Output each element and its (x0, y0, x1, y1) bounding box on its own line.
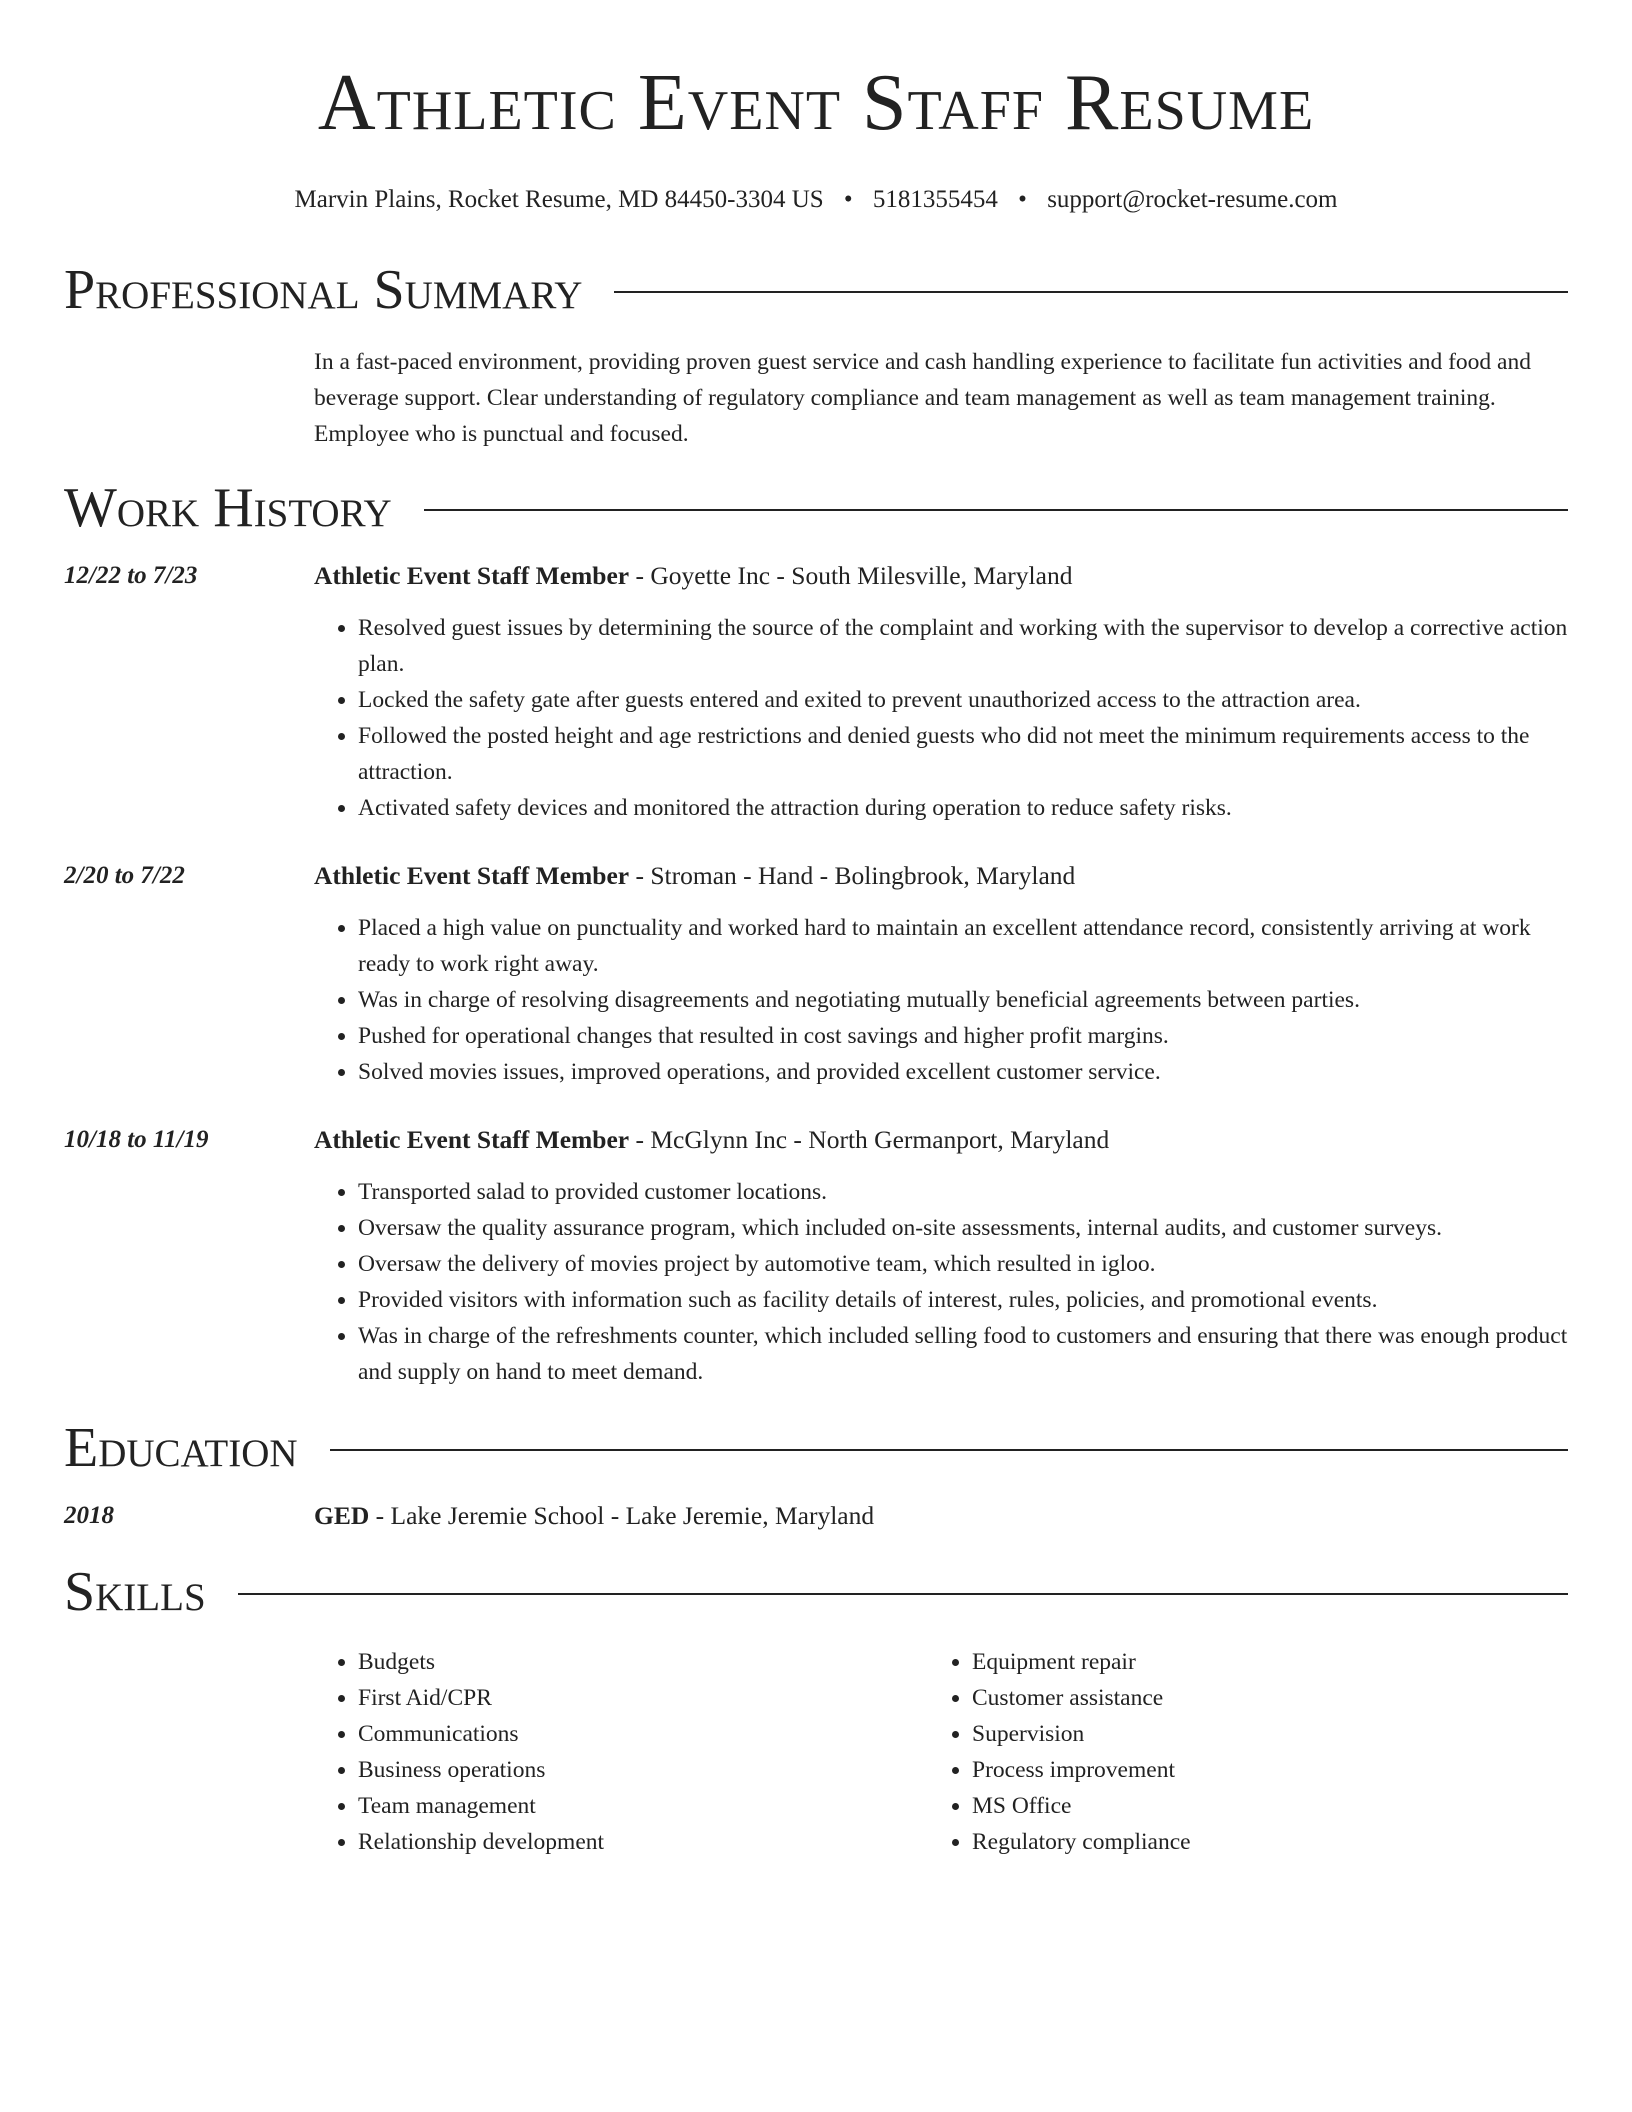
job-heading (314, 858, 1568, 894)
list-item: • Resolved guest issues by determining the source of the complaint and working with the supervisor to develop a corrective action plan. (358, 610, 1568, 682)
list-item: • Oversaw the quality assurance program, which included on-site assessments, internal audits, and customer surveys. (358, 1210, 1568, 1246)
section-heading: Professional Summary (64, 259, 583, 321)
education-body (314, 1498, 1568, 1534)
skill-item: • Process improvement (972, 1752, 1542, 1788)
contact-phone: 5181355454 (872, 186, 998, 213)
list-item: • Oversaw the delivery of movies project by automotive team, which resulted in igloo. (358, 1246, 1568, 1282)
job-body (314, 558, 1568, 826)
list-item: • Solved movies issues, improved operations, and provided excellent customer service. (358, 1054, 1568, 1090)
summary-section-header (64, 258, 1568, 322)
education-year: 2018 (64, 1502, 114, 1529)
skills-column-left (314, 1644, 928, 1860)
skills-column-right (928, 1644, 1542, 1860)
section-divider (238, 1593, 1568, 1595)
education-degree: GED (314, 1501, 370, 1530)
skills-section-header (64, 1560, 1568, 1624)
job-title: Athletic Event Staff Member (314, 861, 630, 890)
list-item: • Locked the safety gate after guests entered and exited to prevent unauthorized access to the attraction area. (358, 682, 1568, 718)
education-entry (64, 1498, 1568, 1534)
skill-item: • First Aid/CPR (358, 1680, 928, 1716)
summary-text: In a fast-paced environment, providing proven guest service and cash handling experience to facilitate fun activities and food and beverage support. Clear understanding of regulatory compliance and team management as well as team management training. Employee who is punctual and focused. (314, 349, 1531, 447)
skill-item: • Communications (358, 1716, 928, 1752)
contact-separator: • (843, 186, 853, 213)
list-item: • Pushed for operational changes that resulted in cost savings and higher profit margins. (358, 1018, 1568, 1054)
job-details: - Stroman - Hand - Bolingbrook, Maryland (629, 861, 1076, 890)
skills-list (314, 1644, 1568, 1860)
contact-separator: • (1018, 186, 1027, 213)
section-heading: Skills (64, 1561, 206, 1623)
section-divider (424, 509, 1568, 511)
contact-address: Marvin Plains, Rocket Resume, MD 84450-3304 US (294, 186, 824, 213)
contact-email: support@rocket-resume.com (1047, 186, 1338, 213)
job-entry (64, 558, 1568, 826)
list-item: • Was in charge of the refreshments counter, which included selling food to customers and ensuring that there was enough product and supply on hand to meet demand. (358, 1318, 1568, 1390)
list-item: • Was in charge of resolving disagreements and negotiating mutually beneficial agreements between parties. (358, 982, 1568, 1018)
job-entry (64, 858, 1568, 1090)
job-details: - Goyette Inc - South Milesville, Maryland (629, 561, 1073, 590)
job-bullets (314, 910, 1568, 1090)
job-title: Athletic Event Staff Member (314, 561, 630, 590)
job-dates: 2/20 to 7/22 (64, 862, 185, 889)
section-divider (330, 1449, 1568, 1451)
section-divider (614, 291, 1568, 293)
job-heading (314, 558, 1568, 594)
education-section-header (64, 1416, 1568, 1480)
skill-item: • Supervision (972, 1716, 1542, 1752)
skill-item: • MS Office (972, 1788, 1542, 1824)
list-item: • Placed a high value on punctuality and worked hard to maintain an excellent attendance record, consistently arriving at work ready to work right away. (358, 910, 1568, 982)
job-entry (64, 1122, 1568, 1390)
contact-line (64, 184, 1568, 216)
job-list (64, 558, 1568, 1390)
job-title: Athletic Event Staff Member (314, 1125, 630, 1154)
list-item: • Provided visitors with information such as facility details of interest, rules, policies, and promotional events. (358, 1282, 1568, 1318)
skill-item: • Business operations (358, 1752, 928, 1788)
section-heading: Work History (64, 477, 392, 539)
education-details: - Lake Jeremie School - Lake Jeremie, Maryland (369, 1501, 875, 1530)
skill-item: • Customer assistance (972, 1680, 1542, 1716)
skill-item: • Team management (358, 1788, 928, 1824)
job-details: - McGlynn Inc - North Germanport, Maryland (629, 1125, 1110, 1154)
job-body (314, 1122, 1568, 1390)
skill-item: • Budgets (358, 1644, 928, 1680)
job-bullets (314, 610, 1568, 826)
list-item: • Followed the posted height and age restrictions and denied guests who did not meet the minimum requirements access to the attraction. (358, 718, 1568, 790)
job-dates: 10/18 to 11/19 (64, 1126, 209, 1153)
list-item: • Transported salad to provided customer locations. (358, 1174, 1568, 1210)
section-heading: Education (64, 1417, 298, 1479)
job-dates: 12/22 to 7/23 (64, 562, 198, 589)
job-bullets (314, 1174, 1568, 1390)
job-body (314, 858, 1568, 1090)
skill-item: • Relationship development (358, 1824, 928, 1860)
list-item: • Activated safety devices and monitored the attraction during operation to reduce safety risks. (358, 790, 1568, 826)
skill-item: • Regulatory compliance (972, 1824, 1542, 1860)
skill-item: • Equipment repair (972, 1644, 1542, 1680)
job-heading (314, 1122, 1568, 1158)
resume-title: Athletic Event Staff Resume (317, 59, 1315, 147)
education-heading (314, 1498, 1568, 1534)
work-section-header (64, 476, 1568, 540)
